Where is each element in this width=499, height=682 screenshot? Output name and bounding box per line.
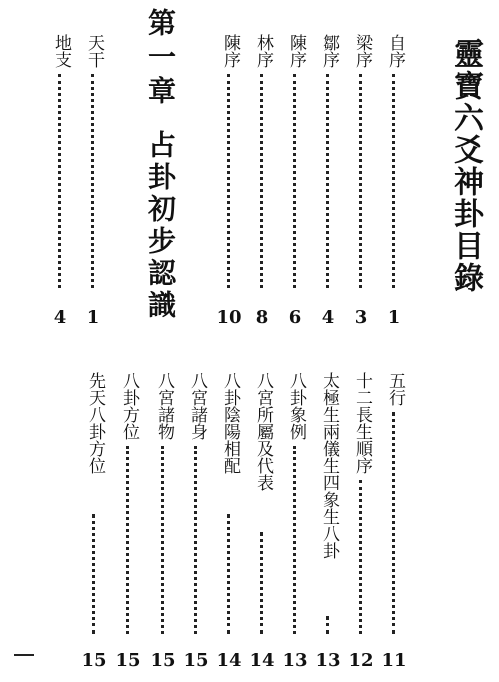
chapter-number: 第一章 bbox=[144, 8, 177, 110]
page-number: 11 bbox=[381, 650, 407, 671]
page-number: 6 bbox=[288, 307, 302, 328]
entry-title: 八宮諸物 bbox=[154, 372, 174, 440]
leader-dots bbox=[326, 616, 329, 634]
leader-dots bbox=[91, 74, 94, 288]
page-number: 14 bbox=[249, 650, 275, 671]
page-number: 3 bbox=[354, 307, 368, 328]
page-number: 8 bbox=[255, 307, 269, 328]
page-number: 13 bbox=[315, 650, 341, 671]
entry-title: 八卦陰陽相配 bbox=[220, 372, 240, 474]
page-number: 13 bbox=[282, 650, 308, 671]
leader-dots bbox=[293, 74, 296, 288]
leader-dots bbox=[326, 74, 329, 288]
entry-title: 梁序 bbox=[352, 34, 372, 68]
page-title: 靈寶六爻神卦目錄 bbox=[448, 38, 483, 294]
entry-title: 自序 bbox=[385, 34, 405, 68]
entry-title: 地支 bbox=[51, 34, 71, 68]
leader-dots bbox=[161, 446, 164, 634]
leader-dots bbox=[260, 74, 263, 288]
entry-title: 太極生兩儀生四象生八卦 bbox=[319, 372, 339, 559]
leader-dots bbox=[227, 514, 230, 634]
entry-title: 鄒序 bbox=[319, 34, 339, 68]
page-number: 4 bbox=[53, 307, 67, 328]
leader-dots bbox=[359, 480, 362, 634]
entry-title: 五行 bbox=[385, 372, 405, 406]
entry-title: 八卦象例 bbox=[286, 372, 306, 440]
page-number: 12 bbox=[348, 650, 374, 671]
entry-title: 八宮諸身 bbox=[187, 372, 207, 440]
entry-title: 天干 bbox=[84, 34, 104, 68]
page-number: 4 bbox=[321, 307, 335, 328]
page-number: 1 bbox=[86, 307, 100, 328]
page-number: 15 bbox=[183, 650, 209, 671]
page-number: 14 bbox=[216, 650, 242, 671]
leader-dots bbox=[92, 514, 95, 634]
entry-title: 林序 bbox=[253, 34, 273, 68]
leader-dots bbox=[260, 532, 263, 634]
page-number: 10 bbox=[216, 307, 242, 328]
leader-dots bbox=[58, 74, 61, 288]
leader-dots bbox=[194, 446, 197, 634]
leader-dots bbox=[392, 412, 395, 634]
page-number: 15 bbox=[81, 650, 107, 671]
footer-page-mark bbox=[14, 654, 34, 656]
leader-dots bbox=[126, 446, 129, 634]
entry-title: 先天八卦方位 bbox=[85, 372, 105, 474]
entry-title: 陳序 bbox=[220, 34, 240, 68]
page-number: 1 bbox=[387, 307, 401, 328]
entry-title: 八宮所屬及代表 bbox=[253, 372, 273, 491]
leader-dots bbox=[359, 74, 362, 288]
leader-dots bbox=[227, 74, 230, 288]
page-number: 15 bbox=[150, 650, 176, 671]
leader-dots bbox=[293, 446, 296, 634]
chapter-name: 占卦初步認識 bbox=[144, 130, 177, 322]
entry-title: 八卦方位 bbox=[119, 372, 139, 440]
page-number: 15 bbox=[115, 650, 141, 671]
leader-dots bbox=[392, 74, 395, 288]
entry-title: 陳序 bbox=[286, 34, 306, 68]
entry-title: 十二長生順序 bbox=[352, 372, 372, 474]
